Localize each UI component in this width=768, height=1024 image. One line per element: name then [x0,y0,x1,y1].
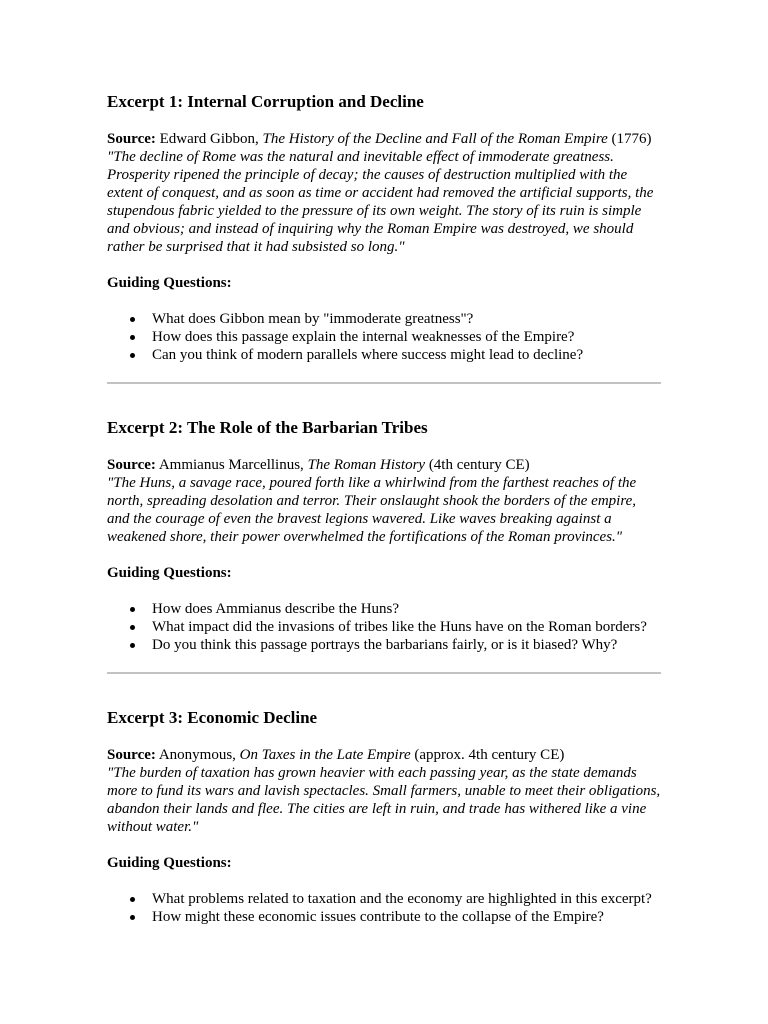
excerpt-quote: "The Huns, a savage race, poured forth like a whirlwind from the farthest reaches of the north, spreading desolation and terror. Their onslaught shook the borders of the empire, and the courage of even the bravest legions wavered. Like waves breaking against a weakened shore, their power overwhelmed the fortifications of the Roman provinces." [107,475,637,545]
list-item: What does Gibbon mean by "immoderate greatness"? [152,310,661,328]
list-item: Can you think of modern parallels where success might lead to decline? [152,346,661,364]
excerpt-2 [107,384,661,654]
guiding-questions-heading: Guiding Questions: [107,275,232,291]
source-date: (approx. 4th century CE) [414,747,565,763]
excerpt-1 [107,0,661,364]
list-item: How might these economic issues contribute to the collapse of the Empire? [152,908,661,926]
guiding-questions-heading: Guiding Questions: [107,855,232,871]
source-work: The Roman History [307,457,426,473]
excerpt-3 [107,674,661,926]
source-line [107,746,661,764]
list-item: How does Ammianus describe the Huns? [152,600,661,618]
source-author: Ammianus Marcellinus, [158,457,304,473]
guiding-questions-list [107,890,661,926]
source-author: Anonymous, [158,747,236,763]
source-date: (4th century CE) [428,457,530,473]
excerpt-title: Excerpt 2: The Role of the Barbarian Tribes [107,418,428,437]
source-date: (1776) [611,131,652,147]
list-item: How does this passage explain the internal weaknesses of the Empire? [152,328,661,346]
source-work: The History of the Decline and Fall of the Roman Empire [262,131,608,147]
source-label: Source: [107,747,156,763]
list-item: What problems related to taxation and the economy are highlighted in this excerpt? [152,890,661,908]
list-item: Do you think this passage portrays the barbarians fairly, or is it biased? Why? [152,636,661,654]
source-label: Source: [107,131,156,147]
excerpt-title: Excerpt 1: Internal Corruption and Decline [107,92,424,111]
source-work: On Taxes in the Late Empire [239,747,411,763]
guiding-questions-list [107,600,661,654]
source-author: Edward Gibbon, [159,131,259,147]
source-label: Source: [107,457,156,473]
guiding-questions-list [107,310,661,364]
excerpt-quote: "The burden of taxation has grown heavier with each passing year, as the state demands more to fund its wars and lavish spectacles. Small farmers, unable to meet their obligations, abandon their lands and flee. The cities are left in ruin, and trade has withered like a vine without water." [107,765,661,835]
source-line [107,130,661,148]
excerpt-title: Excerpt 3: Economic Decline [107,708,318,727]
guiding-questions-heading: Guiding Questions: [107,565,232,581]
excerpt-quote: "The decline of Rome was the natural and inevitable effect of immoderate greatness. Prosperity ripened the principle of decay; the causes of destruction multiplied with the extent of conquest, and as soon as time or accident had removed the artificial supports, the stupendous fabric yielded to the pressure of its own weight. The story of its ruin is simple and obvious; and instead of inquiring why the Roman Empire was destroyed, we should rather be surprised that it had subsisted so long." [107,149,654,255]
source-line [107,456,661,474]
list-item: What impact did the invasions of tribes like the Huns have on the Roman borders? [152,618,661,636]
